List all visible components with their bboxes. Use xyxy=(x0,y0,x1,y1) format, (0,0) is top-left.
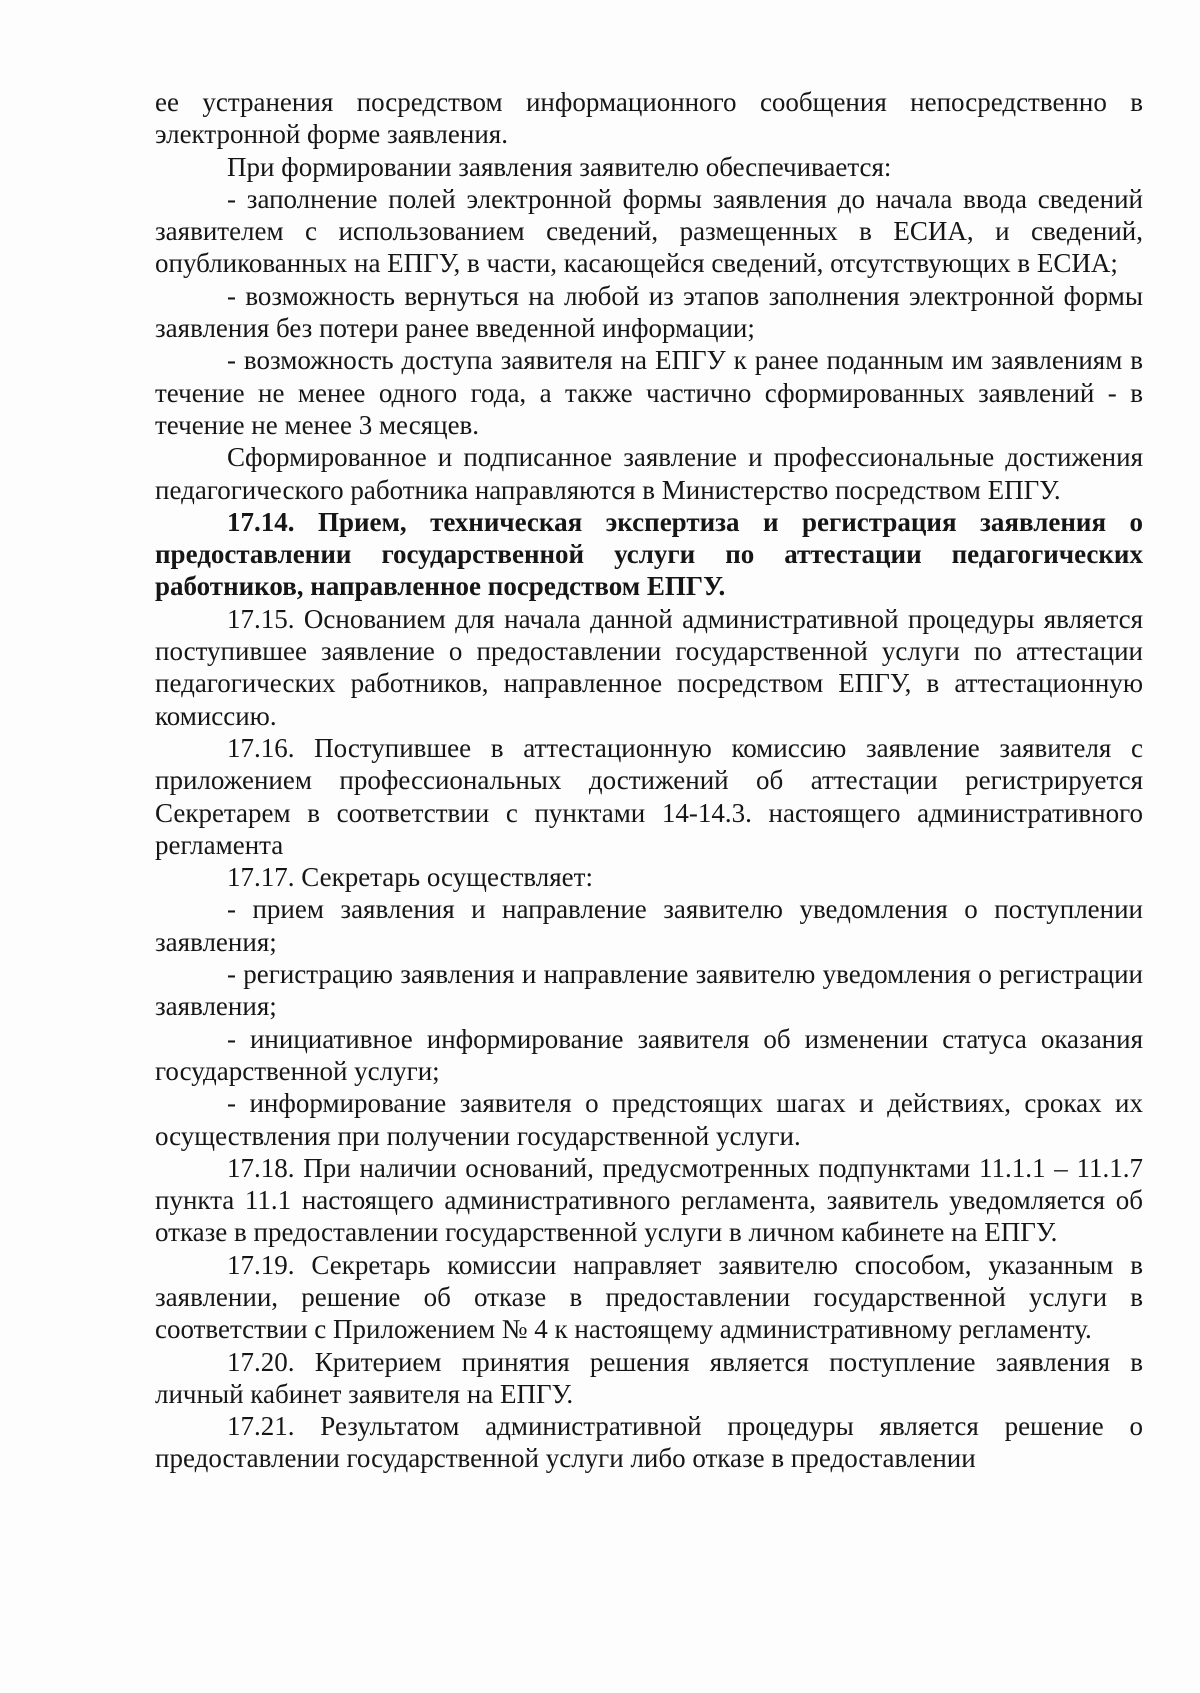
paragraph-17-20: 17.20. Критерием принятия решения является поступление заявления в личный кабинет заявителя на ЕПГУ. xyxy=(155,1346,1143,1409)
paragraph-application-forming: При формировании заявления заявителю обеспечивается: xyxy=(227,151,892,182)
list-item-return-to-step: - возможность вернуться на любой из этапов заполнения электронной формы заявления без потери ранее введенной информации; xyxy=(155,280,1143,344)
list-item-fill-fields: - заполнение полей электронной формы заявления до начала ввода сведений заявителем с использованием сведений, размещенных в ЕСИА, и сведений, опубликованных на ЕПГУ, в части, касающейся сведений, отсутствующих в ЕСИА; xyxy=(155,183,1143,279)
document-body xyxy=(155,86,1143,1475)
paragraph-17-18: 17.18. При наличии оснований, предусмотренных подпунктами 11.1.1 – 11.1.7 пункта 11.1 настоящего административного регламента, заявитель уведомляется об отказе в предоставлении государственной услуги в личном кабинете на ЕПГУ. xyxy=(155,1152,1143,1248)
list-item-access-applications: - возможность доступа заявителя на ЕПГУ к ранее поданным им заявлениям в течение не менее одного года, а также частично сформированных заявлений - в течение не менее 3 месяцев. xyxy=(155,345,1143,440)
paragraph-signed-application: Сформированное и подписанное заявление и профессиональные достижения педагогического работника направляются в Министерство посредством ЕПГУ. xyxy=(155,442,1143,505)
list-item-upcoming-steps: - информирование заявителя о предстоящих шагах и действиях, сроках их осуществления при получении государственной услуги. xyxy=(155,1088,1143,1151)
paragraph-17-17: 17.17. Секретарь осуществляет: xyxy=(227,862,593,893)
section-heading-17-14: 17.14. Прием, техническая экспертиза и регистрация заявления о предоставлении государственной услуги по аттестации педагогических работников, направленное посредством ЕПГУ. xyxy=(155,506,1143,602)
paragraph-17-15: 17.15. Основанием для начала данной административной процедуры является поступившее заявление о предоставлении государственной услуги по аттестации педагогических работников, направленное посредством ЕПГУ, в аттестационную комиссию. xyxy=(155,603,1143,731)
paragraph-continuation: ее устранения посредством информационного сообщения непосредственно в электронной форме заявления. xyxy=(155,87,1143,150)
list-item-status-notification: - инициативное информирование заявителя об изменении статуса оказания государственной услуги; xyxy=(155,1023,1143,1086)
paragraph-17-19: 17.19. Секретарь комиссии направляет заявителю способом, указанным в заявлении, решение об отказе в предоставлении государственной услуги в соответствии с Приложением № 4 к настоящему административному регламенту. xyxy=(155,1249,1143,1345)
paragraph-17-21: 17.21. Результатом административной процедуры является решение о предоставлении государственной услуги либо отказе в предоставлении xyxy=(155,1411,1143,1474)
list-item-receive-application: - прием заявления и направление заявителю уведомления о поступлении заявления; xyxy=(155,894,1143,957)
paragraph-17-16: 17.16. Поступившее в аттестационную комиссию заявление заявителя с приложением профессиональных достижений об аттестации регистрируется Секретарем в соответствии с пунктами 14-14.3. настоящего административного регламента xyxy=(155,732,1143,860)
list-item-register-application: - регистрацию заявления и направление заявителю уведомления о регистрации заявления; xyxy=(155,959,1143,1022)
